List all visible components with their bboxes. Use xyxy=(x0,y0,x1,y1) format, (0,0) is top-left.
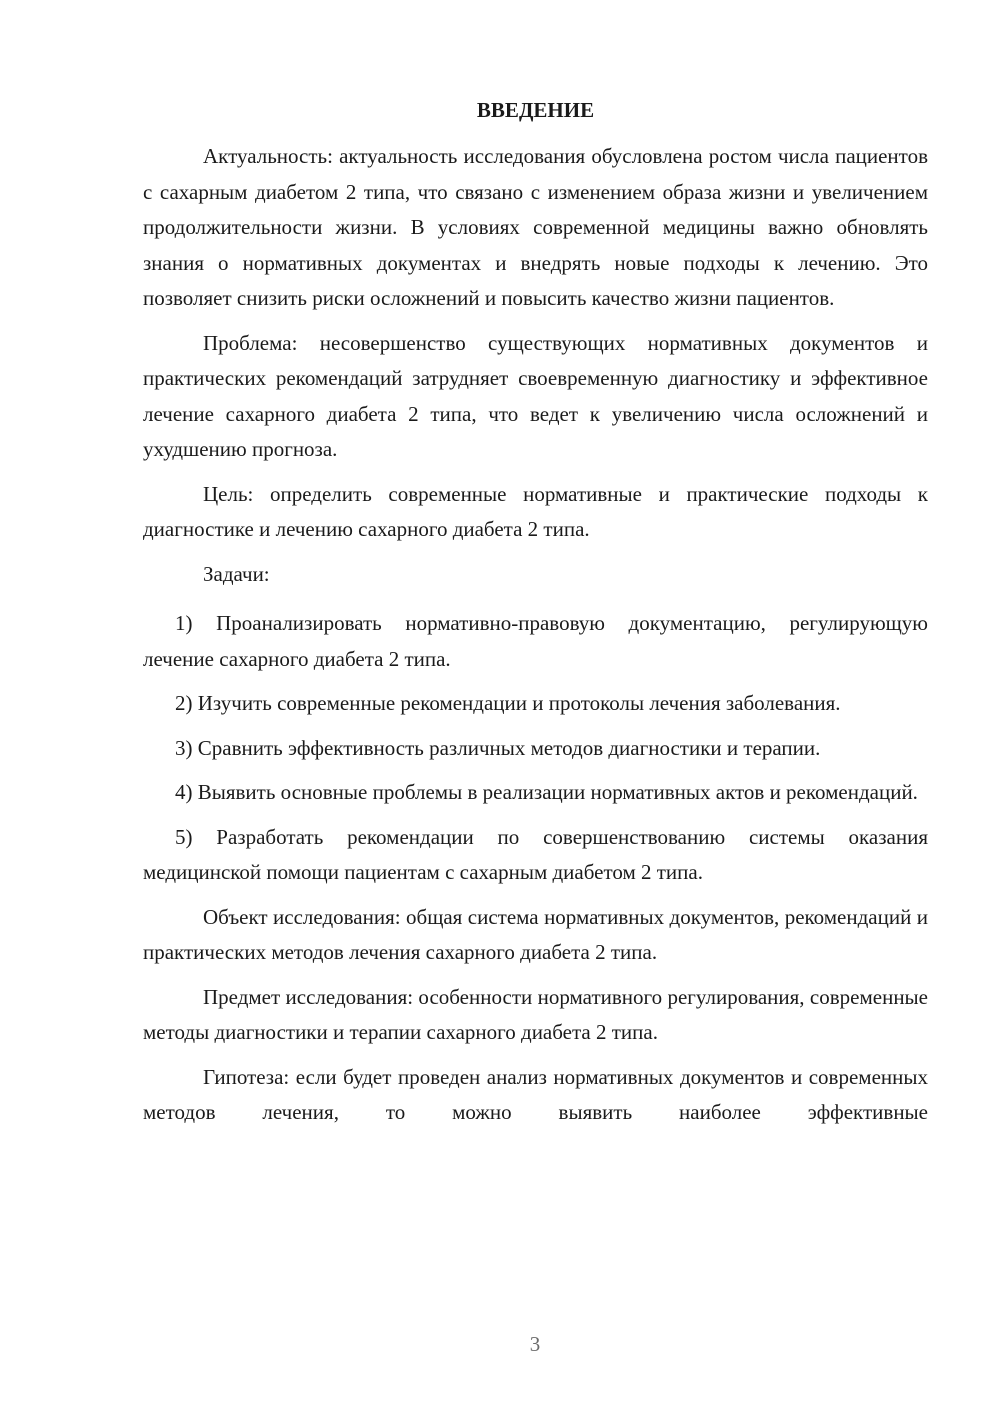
task-item-4: 4) Выявить основные проблемы в реализации нормативных актов и рекомендаций. xyxy=(175,780,918,804)
paragraph-subject: Предмет исследования: особенности нормативного регулирования, современные методы диагностики и терапии сахарного диабета 2 типа. xyxy=(143,984,928,1044)
paragraph-hypothesis: Гипотеза: если будет проведен анализ нормативных документов и современных методов лечения, то можно выявить наиболее эффективные xyxy=(143,1064,928,1124)
tasks-label: Задачи: xyxy=(203,561,270,586)
task-item-1: 1) Проанализировать нормативно-правовую документацию, регулирующую лечение сахарного диабета 2 типа. xyxy=(143,611,928,671)
document-page xyxy=(143,95,928,1140)
task-item-3: 3) Сравнить эффективность различных методов диагностики и терапии. xyxy=(175,735,821,760)
paragraph-goal: Цель: определить современные нормативные и практические подходы к диагностике и лечению сахарного диабета 2 типа. xyxy=(143,481,928,541)
paragraph-object: Объект исследования: общая система нормативных документов, рекомендаций и практических методов лечения сахарного диабета 2 типа. xyxy=(143,904,928,964)
paragraph-relevance: Актуальность: актуальность исследования обусловлена ростом числа пациентов с сахарным диабетом 2 типа, что связано с изменением образа жизни и увеличением продолжительности жизни. В условиях современной медицины важно обновлять знания о нормативных документах и внедрять новые подходы к лечению. Это позволяет снизить риски осложнений и повысить качество жизни пациентов. xyxy=(143,144,928,310)
section-title: ВВЕДЕНИЕ xyxy=(476,98,595,122)
task-item-5: 5) Разработать рекомендации по совершенствованию системы оказания медицинской помощи пациентам с сахарным диабетом 2 типа. xyxy=(143,824,928,884)
task-item-2: 2) Изучить современные рекомендации и протоколы лечения заболевания. xyxy=(175,691,841,715)
paragraph-problem: Проблема: несовершенство существующих нормативных документов и практических рекомендаций затрудняет своевременную диагностику и эффективное лечение сахарного диабета 2 типа, что ведет к увеличению числа осложнений и ухудшению прогноза. xyxy=(143,330,928,461)
page-number: 3 xyxy=(529,1332,541,1356)
